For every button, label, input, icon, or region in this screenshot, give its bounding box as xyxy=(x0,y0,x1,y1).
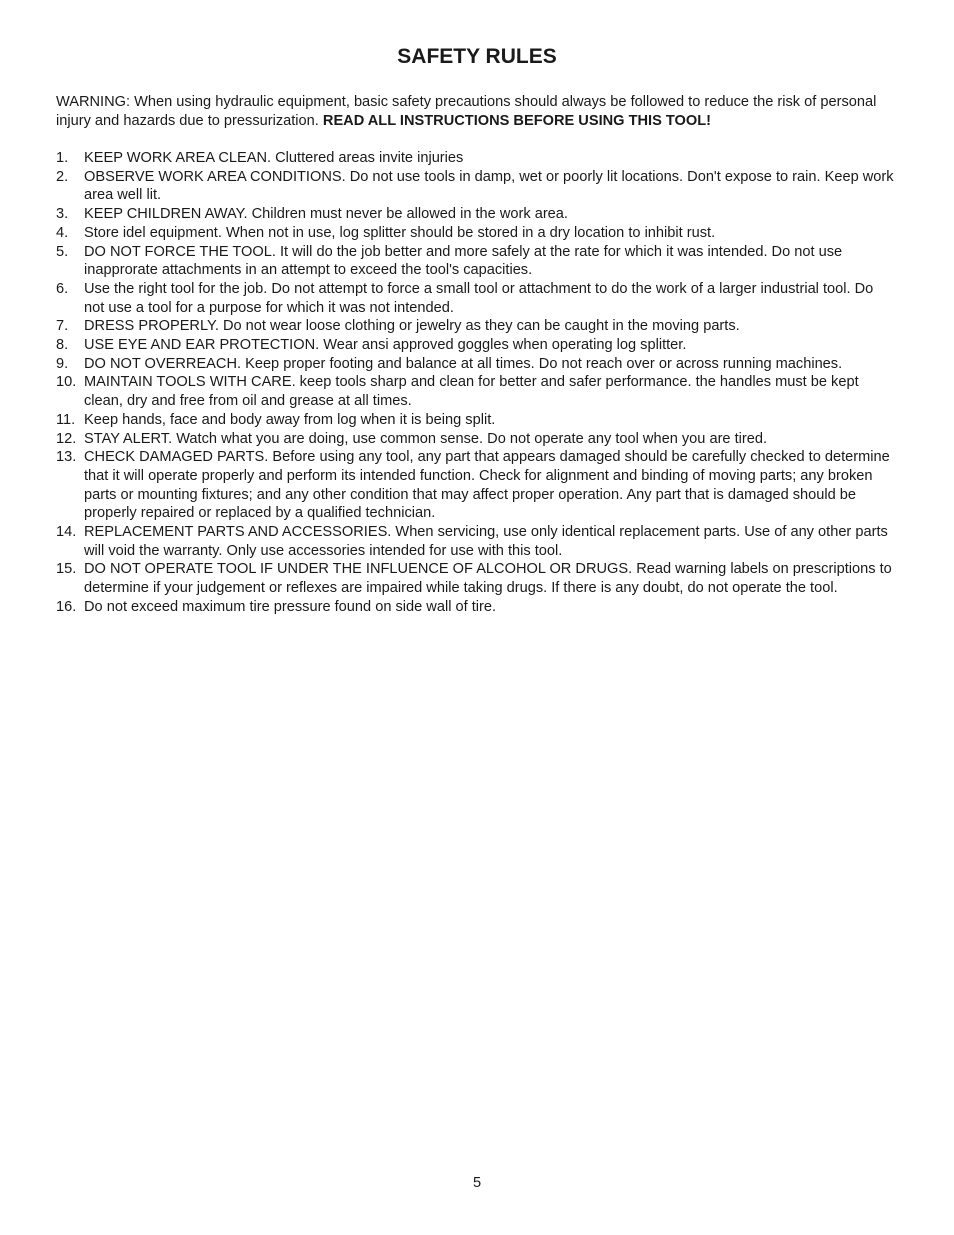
rule-number: 14. xyxy=(56,524,77,541)
rule-number: 9. xyxy=(56,355,69,372)
rule-number: 2. xyxy=(56,168,69,185)
rule-item xyxy=(56,205,896,224)
rule-number: 15. xyxy=(56,561,77,578)
page-title: SAFETY RULES xyxy=(397,45,557,68)
rule-text: OBSERVE WORK AREA CONDITIONS. Do not use tools in damp, wet or poorly lit locations. Don't expose to rain. Keep work area well lit. xyxy=(84,168,894,204)
rule-text: USE EYE AND EAR PROTECTION. Wear ansi approved goggles when operating log splitter. xyxy=(84,337,687,354)
rule-text: Do not exceed maximum tire pressure found on side wall of tire. xyxy=(84,598,497,615)
rule-text: Store idel equipment. When not in use, log splitter should be stored in a dry location to inhibit rust. xyxy=(84,224,716,241)
safety-rules-list xyxy=(56,149,896,617)
rule-number: 3. xyxy=(56,206,69,223)
rule-item xyxy=(56,224,896,243)
rule-item xyxy=(56,280,896,317)
rule-number: 5. xyxy=(56,243,69,260)
rule-item xyxy=(56,373,896,410)
rule-item xyxy=(56,355,896,374)
rule-text: DRESS PROPERLY. Do not wear loose clothing or jewelry as they can be caught in the moving parts. xyxy=(84,318,740,335)
rule-text: Use the right tool for the job. Do not attempt to force a small tool or attachment to do the work of a larger industrial tool. Do not use a tool for a purpose for which it was not intended. xyxy=(84,280,874,316)
rule-text: REPLACEMENT PARTS AND ACCESSORIES. When servicing, use only identical replacement parts. Use of any other parts will void the warranty. Only use accessories intended for use with this tool. xyxy=(84,524,888,559)
rule-text: CHECK DAMAGED PARTS. Before using any tool, any part that appears damaged should be carefully checked to determine that it will operate properly and perform its intended function. Check for alignment and binding of moving parts; any broken parts or mounting fixtures; and any other condition that may affect proper operation. Any part that is damaged should be properly repaired or replaced by a qualified technician. xyxy=(84,449,890,522)
warning-paragraph xyxy=(56,93,896,131)
rule-item xyxy=(56,411,896,430)
rule-number: 11. xyxy=(56,411,76,428)
rule-text: STAY ALERT. Watch what you are doing, use common sense. Do not operate any tool when you are tired. xyxy=(84,430,768,447)
rule-item xyxy=(56,243,896,280)
warning-text: WARNING: When using hydraulic equipment, basic safety precautions should always be followed to reduce the risk of personal injury and hazards due to pressurization. xyxy=(56,94,877,129)
rule-item xyxy=(56,430,896,449)
rule-text: DO NOT OVERREACH. Keep proper footing and balance at all times. Do not reach over or across running machines. xyxy=(84,355,843,372)
rule-text: KEEP WORK AREA CLEAN. Cluttered areas invite injuries xyxy=(84,150,464,166)
rule-number: 6. xyxy=(56,280,69,297)
rule-item xyxy=(56,560,896,597)
rule-item xyxy=(56,149,896,168)
rule-item xyxy=(56,448,896,523)
rule-number: 13. xyxy=(56,449,77,466)
rule-text: MAINTAIN TOOLS WITH CARE. keep tools sharp and clean for better and safer performance. the handles must be kept clean, dry and free from oil and grease at all times. xyxy=(84,374,859,410)
rule-number: 12. xyxy=(56,430,77,447)
rule-number: 1. xyxy=(56,150,69,166)
warning-emphasis: READ ALL INSTRUCTIONS BEFORE USING THIS TOOL! xyxy=(322,113,712,129)
rule-text: DO NOT FORCE THE TOOL. It will do the job better and more safely at the rate for which it was intended. Do not use inapprorate attachments in an attempt to exceed the tool's capacities. xyxy=(84,243,843,279)
rule-number: 7. xyxy=(56,318,69,335)
rule-number: 4. xyxy=(56,224,69,241)
rule-item xyxy=(56,523,896,560)
rule-item xyxy=(56,598,896,617)
rule-number: 16. xyxy=(56,598,77,615)
rule-text: KEEP CHILDREN AWAY. Children must never be allowed in the work area. xyxy=(84,206,568,223)
rule-item xyxy=(56,317,896,336)
rule-item xyxy=(56,336,896,355)
rule-number: 8. xyxy=(56,337,69,354)
rule-text: Keep hands, face and body away from log when it is being split. xyxy=(84,411,496,428)
page-number: 5 xyxy=(472,1175,482,1191)
rule-number: 10. xyxy=(56,374,77,391)
rule-item xyxy=(56,168,896,205)
rule-text: DO NOT OPERATE TOOL IF UNDER THE INFLUENCE OF ALCOHOL OR DRUGS. Read warning labels on prescriptions to determine if your judgement or reflexes are impaired while taking drugs. If there is any doubt, do not operate the tool. xyxy=(84,561,892,597)
